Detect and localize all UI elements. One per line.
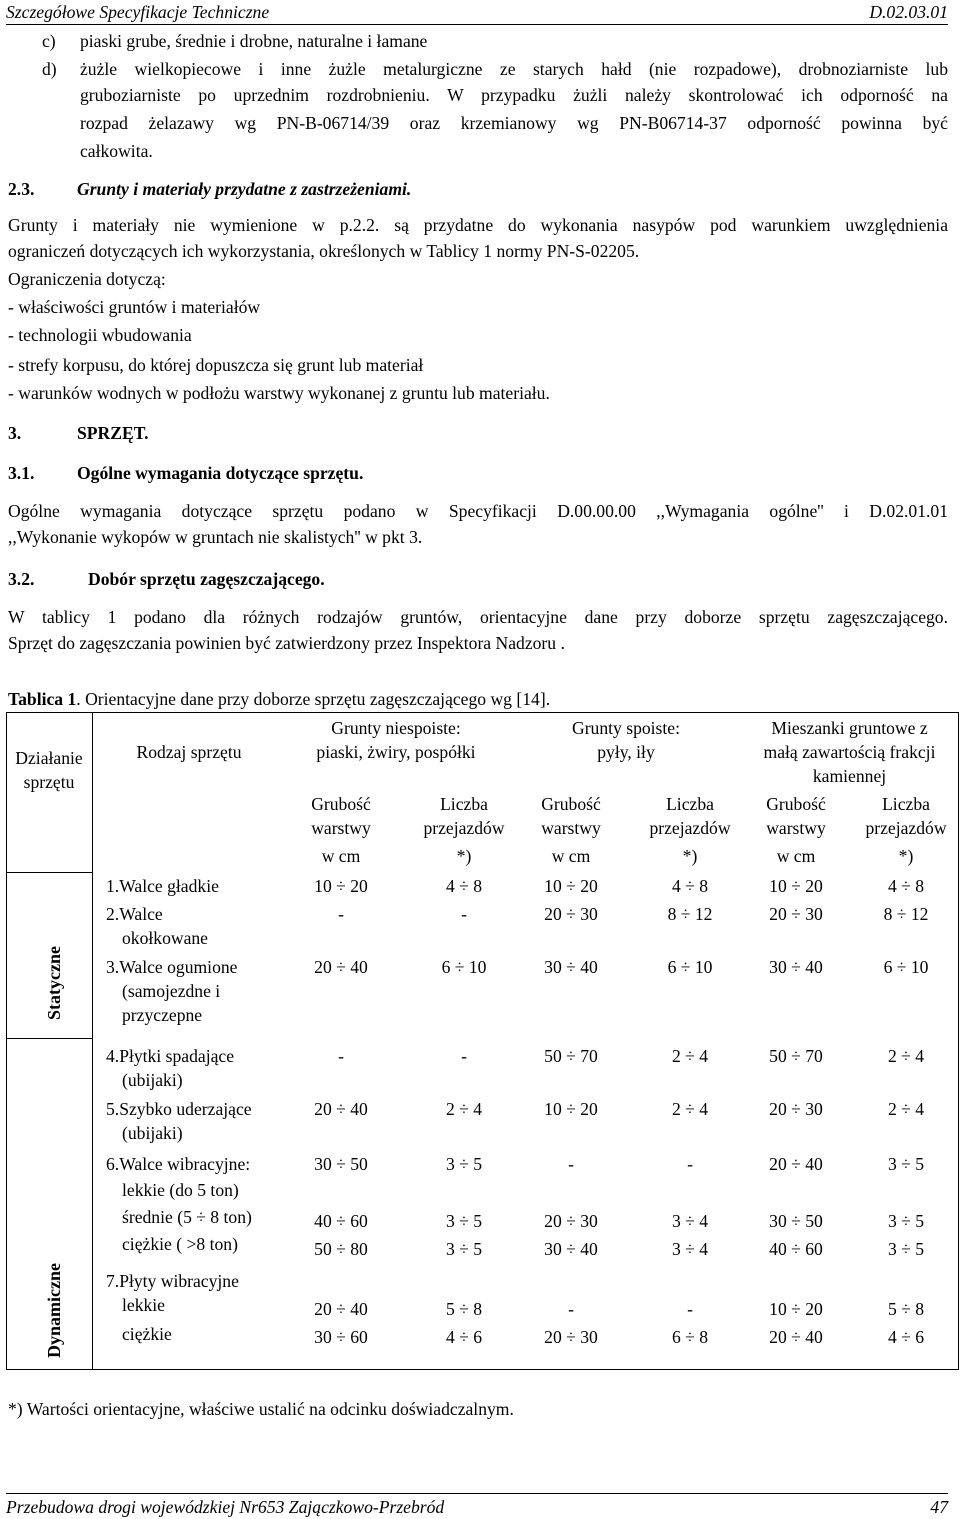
row-5-col5-value1: 20 ÷ 30	[769, 1099, 823, 1119]
row-1-col1-value1: 10 ÷ 20	[314, 876, 368, 896]
row-4-col2-value1: -	[461, 1046, 467, 1066]
row-2-col4-value1: 8 ÷ 12	[667, 904, 713, 924]
table-border-top	[6, 712, 959, 713]
row-3-label-line2: (samojezdne i	[122, 981, 221, 1001]
section-3-1-number: 3.1.	[8, 463, 35, 483]
row-4-col1-value1: -	[338, 1046, 344, 1066]
row-7-col1-value1: 20 ÷ 40	[314, 1299, 368, 1319]
row-7-col5-value1: 10 ÷ 20	[769, 1299, 823, 1319]
row-3-col2-value1: 6 ÷ 10	[441, 957, 487, 977]
row-6-label-line1: 6.Walce wibracyjne:	[106, 1154, 251, 1174]
subheader-liczba-col4-line2: przejazdów	[649, 818, 731, 838]
row-2-label-line1: 2.Walce	[106, 904, 163, 924]
row-2-col5-value1: 20 ÷ 30	[769, 904, 823, 924]
bullet-1: - właściwości gruntów i materiałów	[8, 297, 261, 317]
row-1-col5-value1: 10 ÷ 20	[769, 876, 823, 896]
section-3-title: SPRZĘT.	[77, 423, 149, 443]
row-6-col3-value2: 20 ÷ 30	[544, 1211, 598, 1231]
header-rodzaj-sprzetu: Rodzaj sprzętu	[136, 742, 242, 762]
paragraph-1-line1: Grunty i materiały nie wymienione w p.2.2. są przydatne do wykonania nasypów pod warunkiem uwzględnienia	[8, 215, 948, 235]
page-header	[6, 0, 948, 25]
table-caption	[8, 688, 550, 710]
subheader-liczba-col2-line2: przejazdów	[423, 818, 505, 838]
paragraph-3-line1: Ogólne wymagania dotyczące sprzętu podano w Specyfikacji D.00.00.00 ,,Wymagania ogólne'' i D.02.01.01	[8, 501, 948, 521]
subheader-liczba-col4-line1: Liczba	[666, 794, 714, 814]
header-group3-line2: małą zawartością frakcji	[763, 742, 936, 762]
paragraph-1-line2: ograniczeń dotyczących ich wykorzystania, określonych w Tablicy 1 normy PN-S-02205.	[8, 241, 640, 261]
table-caption-label: Tablica 1	[8, 689, 77, 709]
section-3-2-number: 3.2.	[8, 569, 35, 589]
row-3-label-line1: 3.Walce ogumione	[106, 957, 238, 977]
subheader-liczba-col6-line1: Liczba	[882, 794, 930, 814]
row-6-col6-value3: 3 ÷ 5	[887, 1239, 925, 1259]
row-4-col4-value1: 2 ÷ 4	[671, 1046, 709, 1066]
row-7-col4-value2: 6 ÷ 8	[671, 1327, 709, 1347]
row-1-col4-value1: 4 ÷ 8	[671, 876, 709, 896]
side-label-dynamiczne: Dynamiczne	[44, 1263, 64, 1358]
row-2-col3-value1: 20 ÷ 30	[544, 904, 598, 924]
row-6-col3-value3: 30 ÷ 40	[544, 1239, 598, 1259]
row-3-col5-value1: 30 ÷ 40	[769, 957, 823, 977]
table-border-right	[958, 712, 959, 1370]
header-dzialanie-line2: sprzętu	[23, 772, 75, 792]
row-7-col3-value2: 20 ÷ 30	[544, 1327, 598, 1347]
table-caption-text: . Orientacyjne dane przy doborze sprzętu zagęszczającego wg [14].	[76, 689, 551, 709]
equipment-table	[6, 712, 959, 1370]
row-6-col3-value1: -	[568, 1154, 574, 1174]
row-7-col6-value2: 4 ÷ 6	[887, 1327, 925, 1347]
table-border-left	[6, 712, 7, 1370]
row-5-col1-value1: 20 ÷ 40	[314, 1099, 368, 1119]
row-1-col3-value1: 10 ÷ 20	[544, 876, 598, 896]
subheader-liczba-col2-line3: *)	[456, 846, 472, 866]
row-7-col1-value2: 30 ÷ 60	[314, 1327, 368, 1347]
header-doc-title: Szczegółowe Specyfikacje Techniczne	[6, 2, 270, 22]
subheader-grubosc-col5-line1: Grubość	[766, 794, 826, 814]
row-4-col3-value1: 50 ÷ 70	[544, 1046, 598, 1066]
row-7-col2-value1: 5 ÷ 8	[445, 1299, 483, 1319]
section-2-3-number: 2.3.	[8, 179, 35, 199]
paragraph-2: Ograniczenia dotyczą:	[8, 269, 166, 289]
table-footnote: *) Wartości orientacyjne, właściwe ustalić na odcinku doświadczalnym.	[8, 1399, 514, 1419]
row-3-col4-value1: 6 ÷ 10	[667, 957, 713, 977]
list-item-d-line1: żużle wielkopiecowe i inne żużle metalurgiczne ze starych hałd (nie rozpadowe), drobnoziarniste lub	[80, 59, 948, 79]
table-divider-header-left	[6, 872, 92, 873]
list-item-d-line2: gruboziarniste po uprzednim rozdrobnieniu. W przypadku żużli należy skontrolować ich odporność na	[80, 85, 948, 105]
subheader-liczba-col2-line1: Liczba	[440, 794, 488, 814]
subheader-grubosc-col5-line2: warstwy	[766, 818, 826, 838]
row-4-label-line2: (ubijaki)	[122, 1070, 183, 1090]
side-label-statyczne: Statyczne	[44, 946, 64, 1020]
row-6-col2-value3: 3 ÷ 5	[445, 1239, 483, 1259]
bullet-2: - technologii wbudowania	[8, 325, 192, 345]
row-6-col6-value2: 3 ÷ 5	[887, 1211, 925, 1231]
row-1-col6-value1: 4 ÷ 8	[887, 876, 925, 896]
row-6-label-line4: ciężkie ( >8 ton)	[122, 1234, 238, 1254]
row-5-label-line1: 5.Szybko uderzające	[106, 1099, 252, 1119]
row-6-col4-value2: 3 ÷ 4	[671, 1211, 709, 1231]
header-group2-line2: pyły, iły	[597, 742, 655, 762]
table-divider-col1	[92, 712, 93, 1370]
subheader-liczba-col4-line3: *)	[682, 846, 698, 866]
header-group1-line2: piaski, żwiry, pospółki	[316, 742, 476, 762]
row-4-label-line1: 4.Płytki spadające	[106, 1046, 235, 1066]
row-6-col4-value1: -	[687, 1154, 693, 1174]
list-item-c: piaski grube, średnie i drobne, naturalne i łamane	[80, 31, 428, 51]
header-dzialanie-line1: Działanie	[15, 748, 83, 768]
row-7-col4-value1: -	[687, 1299, 693, 1319]
row-3-label-line3: przyczepne	[122, 1005, 203, 1025]
row-5-col4-value1: 2 ÷ 4	[671, 1099, 709, 1119]
row-6-col5-value1: 20 ÷ 40	[769, 1154, 823, 1174]
footer-project-title: Przebudowa drogi wojewódzkiej Nr653 Zajączkowo-Przebród	[6, 1497, 445, 1517]
footer-page-number: 47	[930, 1497, 948, 1517]
row-3-col6-value1: 6 ÷ 10	[883, 957, 929, 977]
list-marker-c: c)	[42, 31, 56, 51]
list-item-d-line3: rozpad żelazawy wg PN-B-06714/39 oraz krzemianowy wg PN-B06714-37 odporność powinna być	[80, 113, 948, 133]
table-border-bottom	[6, 1369, 959, 1370]
subheader-grubosc-col1-line3: w cm	[321, 846, 361, 866]
list-marker-d: d)	[42, 59, 57, 79]
row-7-label-line3: ciężkie	[122, 1324, 172, 1344]
row-1-col2-value1: 4 ÷ 8	[445, 876, 483, 896]
row-6-col1-value2: 40 ÷ 60	[314, 1211, 368, 1231]
paragraph-3-line2: ,,Wykonanie wykopów w gruntach nie skalistych'' w pkt 3.	[8, 527, 423, 547]
row-6-label-line3: średnie (5 ÷ 8 ton)	[122, 1207, 252, 1227]
row-6-col1-value3: 50 ÷ 80	[314, 1239, 368, 1259]
row-5-col2-value1: 2 ÷ 4	[445, 1099, 483, 1119]
row-5-col6-value1: 2 ÷ 4	[887, 1099, 925, 1119]
bullet-3: - strefy korpusu, do której dopuszcza się grunt lub materiał	[8, 355, 424, 375]
list-item-d-line4: całkowita.	[80, 141, 153, 161]
subheader-grubosc-col1-line2: warstwy	[311, 818, 371, 838]
row-4-col5-value1: 50 ÷ 70	[769, 1046, 823, 1066]
row-6-col5-value2: 30 ÷ 50	[769, 1211, 823, 1231]
header-group1-line1: Grunty niespoiste:	[331, 718, 461, 738]
subheader-grubosc-col3-line1: Grubość	[541, 794, 601, 814]
row-4-col6-value1: 2 ÷ 4	[887, 1046, 925, 1066]
row-2-label-line2: okołkowane	[122, 928, 208, 948]
table-divider-stat-dyn	[6, 1038, 92, 1039]
row-2-col2-value1: -	[461, 904, 467, 924]
row-6-label-line2: lekkie (do 5 ton)	[122, 1180, 239, 1200]
row-7-col6-value1: 5 ÷ 8	[887, 1299, 925, 1319]
row-1-label-line1: 1.Walce gładkie	[106, 876, 219, 896]
header-doc-code: D.02.03.01	[869, 2, 948, 22]
page-footer	[6, 1493, 948, 1518]
subheader-grubosc-col5-line3: w cm	[776, 846, 816, 866]
row-6-col2-value1: 3 ÷ 5	[445, 1154, 483, 1174]
row-6-col5-value3: 40 ÷ 60	[769, 1239, 823, 1259]
subheader-grubosc-col3-line3: w cm	[551, 846, 591, 866]
row-6-col6-value1: 3 ÷ 5	[887, 1154, 925, 1174]
subheader-grubosc-col1-line1: Grubość	[311, 794, 371, 814]
row-3-col3-value1: 30 ÷ 40	[544, 957, 598, 977]
subheader-liczba-col6-line2: przejazdów	[865, 818, 947, 838]
row-5-col3-value1: 10 ÷ 20	[544, 1099, 598, 1119]
row-2-col6-value1: 8 ÷ 12	[883, 904, 929, 924]
section-3-2-title: Dobór sprzętu zagęszczającego.	[88, 569, 325, 589]
row-6-col4-value3: 3 ÷ 4	[671, 1239, 709, 1259]
row-7-label-line2: lekkie	[122, 1295, 165, 1315]
section-3-1-title: Ogólne wymagania dotyczące sprzętu.	[77, 463, 364, 483]
row-3-col1-value1: 20 ÷ 40	[314, 957, 368, 977]
header-group3-line3: kamiennej	[812, 766, 887, 786]
subheader-grubosc-col3-line2: warstwy	[541, 818, 601, 838]
section-3-number: 3.	[8, 423, 22, 443]
bullet-4: - warunków wodnych w podłożu warstwy wykonanej z gruntu lub materiału.	[8, 383, 550, 403]
row-7-label-line1: 7.Płyty wibracyjne	[106, 1271, 239, 1291]
header-group2-line1: Grunty spoiste:	[571, 718, 680, 738]
row-6-col1-value1: 30 ÷ 50	[314, 1154, 368, 1174]
row-7-col2-value2: 4 ÷ 6	[445, 1327, 483, 1347]
subheader-liczba-col6-line3: *)	[898, 846, 914, 866]
row-7-col3-value1: -	[568, 1299, 574, 1319]
section-2-3-title: Grunty i materiały przydatne z zastrzeżeniami.	[77, 179, 412, 199]
row-5-label-line2: (ubijaki)	[122, 1123, 183, 1143]
paragraph-4-line1: W tablicy 1 podano dla różnych rodzajów gruntów, orientacyjne dane przy doborze sprzętu zagęszczającego.	[8, 607, 948, 627]
paragraph-4-line2: Sprzęt do zagęszczania powinien być zatwierdzony przez Inspektora Nadzoru .	[8, 633, 565, 653]
row-7-col5-value2: 20 ÷ 40	[769, 1327, 823, 1347]
header-group3-line1: Mieszanki gruntowe z	[771, 718, 928, 738]
row-6-col2-value2: 3 ÷ 5	[445, 1211, 483, 1231]
row-2-col1-value1: -	[338, 904, 344, 924]
